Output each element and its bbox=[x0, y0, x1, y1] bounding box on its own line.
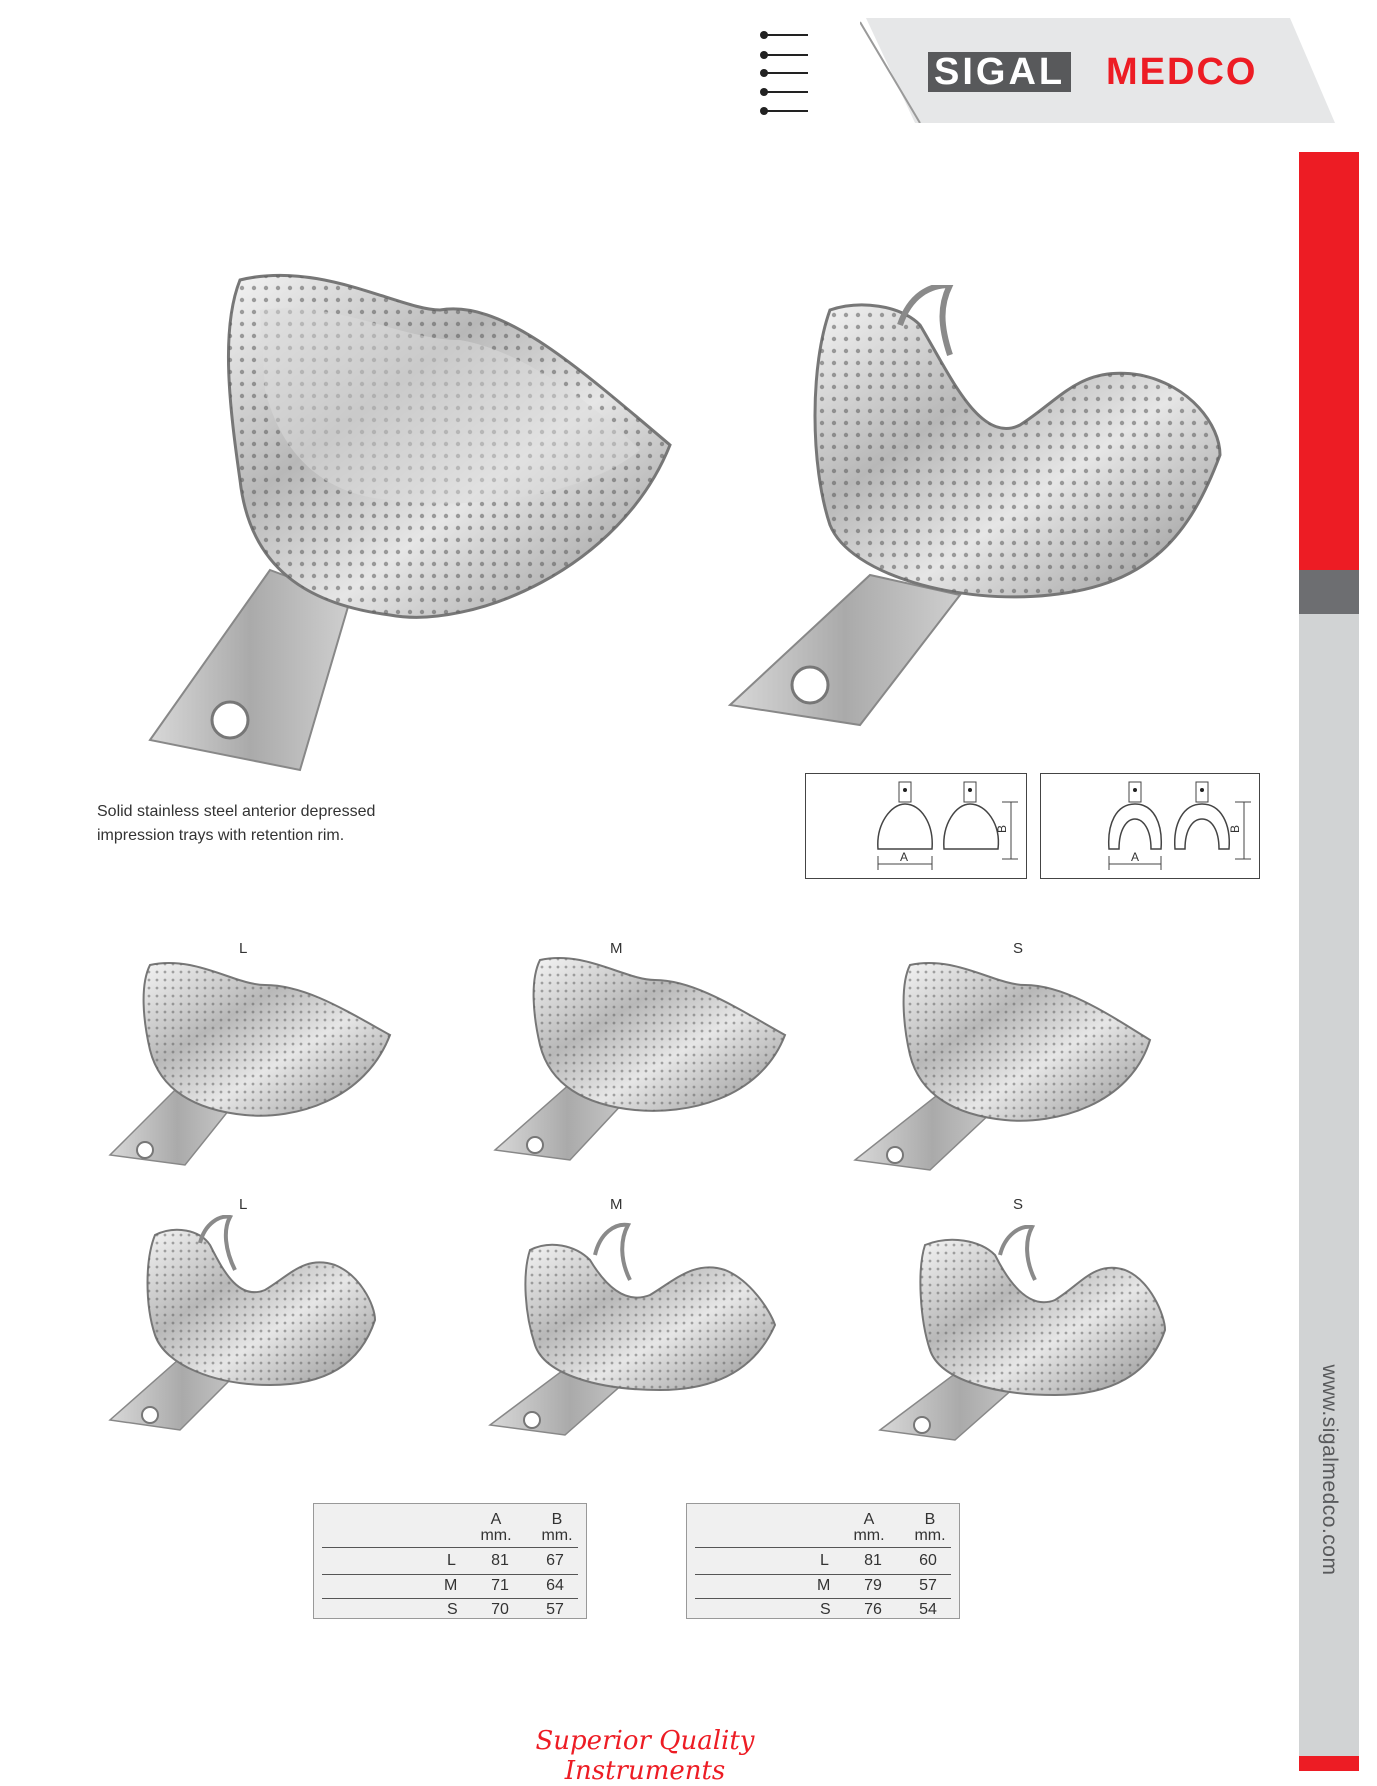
large-upper-tray-image bbox=[140, 270, 680, 780]
table-row: L 81 67 bbox=[447, 1552, 564, 1569]
brand-name-part1: SIGAL bbox=[928, 52, 1071, 92]
sidebar-red-footer bbox=[1299, 1756, 1359, 1771]
table-header-b-unit: mm. bbox=[541, 1527, 573, 1544]
website-url[interactable]: www.sigalmedco.com bbox=[1318, 1364, 1341, 1576]
brand-name-part2: MEDCO bbox=[1106, 51, 1258, 93]
table-row: M 79 57 bbox=[817, 1577, 937, 1594]
sidebar-red-band bbox=[1299, 152, 1359, 570]
size-label-row1-s: S bbox=[1013, 940, 1024, 957]
table-header-b-unit: mm. bbox=[914, 1527, 946, 1544]
size-label-row2-l: L bbox=[239, 1196, 248, 1213]
upper-tray-size-s-image bbox=[850, 960, 1160, 1175]
size-label-row1-l: L bbox=[239, 940, 248, 957]
lower-tray-size-l-image bbox=[105, 1215, 385, 1435]
table-header-b: B bbox=[551, 1511, 563, 1528]
sidebar-light-band bbox=[1299, 614, 1359, 1756]
spec-table-lower bbox=[686, 1503, 960, 1619]
diagram-label-a: A bbox=[900, 850, 909, 864]
table-row: M 71 64 bbox=[444, 1577, 564, 1594]
table-header-b: B bbox=[924, 1511, 936, 1528]
upper-tray-size-m-image bbox=[490, 955, 790, 1165]
table-header-a-unit: mm. bbox=[480, 1527, 512, 1544]
table-header-a: A bbox=[863, 1511, 875, 1528]
table-row: S 70 57 bbox=[447, 1601, 564, 1618]
diagram-label-a: A bbox=[1131, 850, 1140, 864]
lower-tray-size-s-image bbox=[870, 1225, 1170, 1445]
table-row: L 81 60 bbox=[820, 1552, 937, 1569]
upper-tray-dimension-diagram bbox=[805, 773, 1027, 879]
size-label-row2-m: M bbox=[610, 1196, 623, 1213]
menu-list-icon[interactable] bbox=[760, 28, 808, 118]
size-label-row2-s: S bbox=[1013, 1196, 1024, 1213]
lower-tray-dimension-diagram bbox=[1040, 773, 1260, 879]
diagram-label-b: B bbox=[1228, 824, 1243, 834]
table-header-a-unit: mm. bbox=[853, 1527, 885, 1544]
product-description: Solid stainless steel anterior depressed impression trays with retention rim. bbox=[97, 803, 376, 844]
table-row: S 76 54 bbox=[820, 1601, 937, 1618]
spec-table-upper bbox=[313, 1503, 587, 1619]
brand-logo bbox=[860, 18, 1335, 123]
table-header-a: A bbox=[490, 1511, 502, 1528]
large-lower-tray-image bbox=[720, 285, 1240, 755]
upper-tray-size-l-image bbox=[105, 960, 395, 1170]
size-label-row1-m: M bbox=[610, 940, 623, 957]
sidebar-dark-band bbox=[1299, 570, 1359, 614]
diagram-label-b: B bbox=[995, 824, 1010, 834]
brand-tagline: Superior Quality Instruments bbox=[535, 1726, 755, 1786]
lower-tray-size-m-image bbox=[480, 1215, 780, 1440]
